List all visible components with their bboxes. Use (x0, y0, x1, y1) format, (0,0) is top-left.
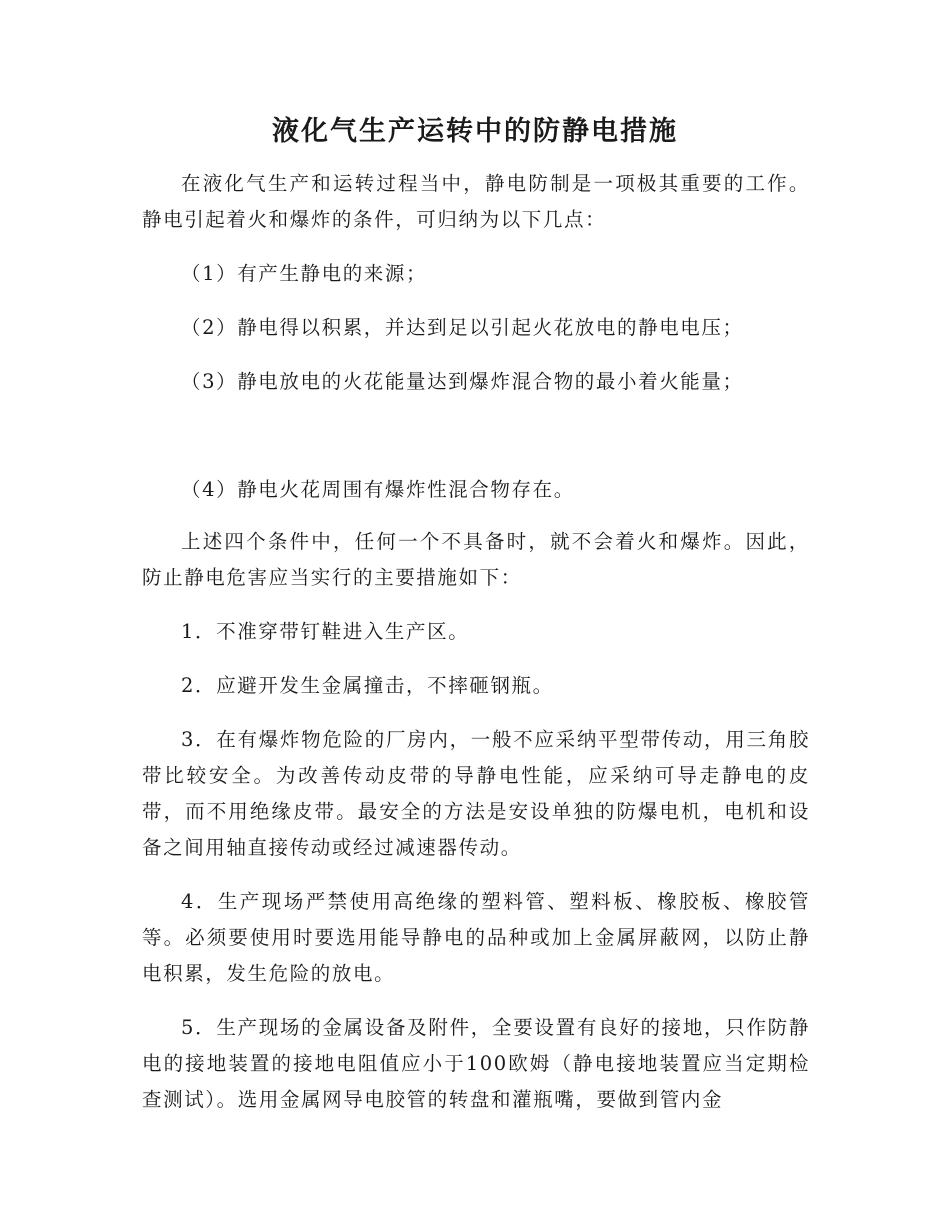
document-title: 液化气生产运转中的防静电措施 (272, 116, 678, 147)
paragraph-intro: 在液化气生产和运转过程当中，静电防制是一项极其重要的工作。静电引起着火和爆炸的条件，可归纳为以下几点： (142, 172, 810, 231)
condition-1: （1）有产生静电的来源； (181, 262, 428, 285)
measure-1: 1．不准穿带钉鞋进入生产区。 (181, 620, 470, 643)
measure-3: 3．在有爆炸物危险的厂房内，一般不应采纳平型带传动，用三角胶带比较安全。为改善传动皮带的导静电性能，应采纳可导走静电的皮带，而不用绝缘皮带。最安全的方法是安设单独的防爆电机，电机和设备之间用轴直接传动或经过减速器传动。 (142, 728, 810, 859)
document-body (142, 166, 810, 1118)
condition-2: （2）静电得以积累，并达到足以引起火花放电的静电电压； (181, 316, 744, 339)
measure-5: 5．生产现场的金属设备及附件，全要设置有良好的接地，只作防静电的接地装置的接地电阻值应小于100欧姆（静电接地装置应当定期检查测试）。选用金属网导电胶管的转盘和灌瓶嘴，要做到管内金 (142, 1016, 810, 1111)
paragraph-measures-intro: 上述四个条件中，任何一个不具备时，就不会着火和爆炸。因此，防止静电危害应当实行的主要措施如下： (142, 530, 810, 589)
condition-4: （4）静电火花周围有爆炸性混合物存在。 (181, 478, 575, 501)
condition-3: （3）静电放电的火花能量达到爆炸混合物的最小着火能量； (181, 370, 744, 393)
measure-4: 4．生产现场严禁使用高绝缘的塑料管、塑料板、橡胶板、橡胶管等。必须要使用时要选用能导静电的品种或加上金属屏蔽网，以防止静电积累，发生危险的放电。 (142, 890, 810, 985)
measure-2: 2．应避开发生金属撞击，不摔砸钢瓶。 (181, 674, 554, 697)
